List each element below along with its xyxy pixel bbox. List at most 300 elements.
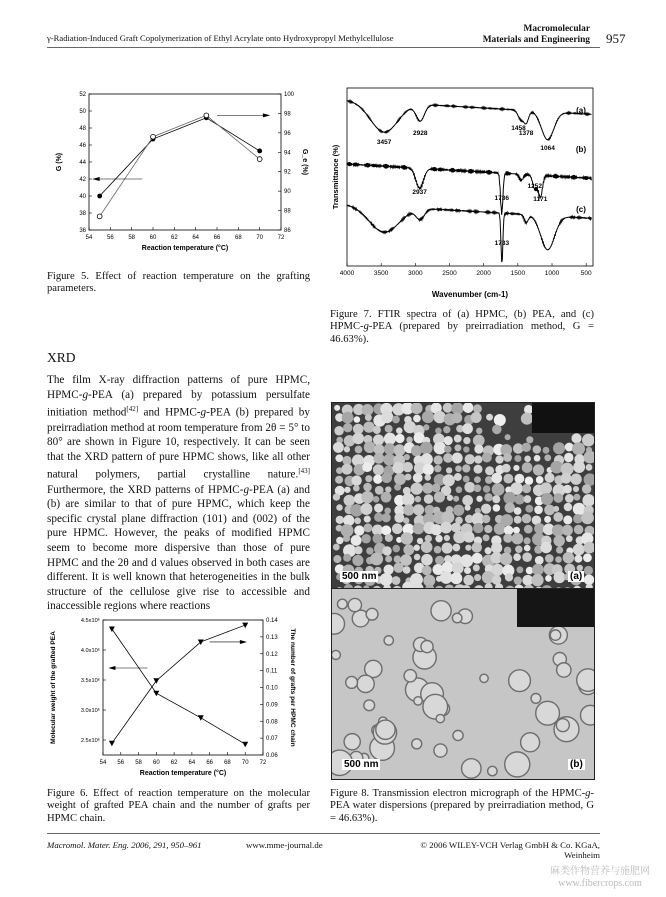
y-axis-label: Transmittance (%) <box>331 144 340 210</box>
tem-particle <box>344 734 360 750</box>
tem-particle <box>452 412 463 423</box>
tem-particle <box>488 766 497 775</box>
tem-particle <box>503 492 515 504</box>
tem-particle <box>503 453 512 462</box>
tem-particle <box>550 630 560 640</box>
tem-particle <box>440 522 452 534</box>
tem-particle <box>505 502 515 512</box>
y2-tick-label: 92 <box>284 169 291 176</box>
tem-particle <box>425 535 432 542</box>
tem-particle <box>353 485 360 492</box>
tem-particle <box>584 566 593 575</box>
tem-particle <box>364 523 373 532</box>
tem-particle <box>436 714 444 722</box>
tem-particle <box>421 541 433 553</box>
figure-8-caption: Figure 8. Transmission electron micrograph of the HPMC-g-PEA water dispersions (prepared by preirradiation method, G = 46.63%). <box>330 788 594 824</box>
tem-particle <box>380 573 393 586</box>
plot-frame <box>103 620 263 755</box>
tem-particle <box>584 574 594 585</box>
x-tick-label: 70 <box>256 235 264 241</box>
tem-particle <box>395 434 404 443</box>
tem-particle <box>522 552 532 562</box>
data-point-2 <box>242 623 248 629</box>
tem-particle <box>494 523 506 535</box>
tem-particle <box>336 516 344 524</box>
y-tick-label: 4.5x10⁶ <box>80 618 100 624</box>
x-axis-label: Reaction temperature (°C) <box>141 245 229 252</box>
tem-particle <box>492 495 500 503</box>
tem-particle <box>544 516 551 523</box>
spectrum-1 <box>347 101 591 141</box>
x-tick-label: 66 <box>206 760 214 766</box>
tem-particle <box>432 484 441 493</box>
tem-particle <box>491 542 502 553</box>
tem-particle <box>543 447 550 454</box>
footer-copyright: © 2006 WILEY-VCH Verlag GmbH & Co. KGaA, Weinheim <box>420 840 600 860</box>
tem-particle <box>381 525 391 535</box>
tem-particle <box>421 640 433 652</box>
tem-particle <box>573 461 585 473</box>
y2-tick-label: 98 <box>284 111 291 118</box>
tem-particle <box>434 455 443 464</box>
tem-particle <box>361 503 373 515</box>
tem-particle <box>514 455 521 462</box>
figure-6-chart <box>47 608 312 780</box>
tem-particle <box>344 446 350 452</box>
tem-particle <box>524 456 531 463</box>
scale-bar-b: 500 nm <box>344 759 379 770</box>
tem-particle <box>376 720 395 739</box>
footer-rule <box>47 833 600 834</box>
x-axis-label: Wavenumber (cm-1) <box>431 290 509 299</box>
spectrum-3 <box>347 205 591 262</box>
spectrum-2 <box>347 162 591 215</box>
series-line-1 <box>112 629 245 744</box>
tem-particle <box>404 670 416 682</box>
data-point-2 <box>257 157 262 162</box>
tem-particle <box>413 415 421 423</box>
tem-particle <box>334 426 343 435</box>
peak-label: 1733 <box>494 240 510 247</box>
tem-particle <box>433 411 445 423</box>
tem-particle <box>577 669 594 691</box>
tem-particle <box>476 496 482 502</box>
tem-particle <box>425 474 431 480</box>
tem-particle <box>564 503 572 511</box>
tem-particle <box>491 473 502 484</box>
x-tick-label: 56 <box>106 235 114 241</box>
tem-particle <box>401 532 413 544</box>
tem-particle <box>364 516 371 523</box>
tem-particle <box>422 411 434 423</box>
y2-tick-label: 88 <box>284 208 291 215</box>
data-point-2 <box>97 214 102 219</box>
plot-frame <box>89 94 281 230</box>
tem-particle <box>434 492 445 503</box>
tem-particle <box>534 455 541 462</box>
tem-particle <box>343 423 352 432</box>
tem-particle <box>354 517 361 524</box>
y2-axis-label: G_e (%) <box>301 148 308 176</box>
tem-particle <box>485 547 492 554</box>
tem-particle <box>450 572 462 584</box>
tem-particle <box>382 513 391 522</box>
tem-particle <box>435 556 444 565</box>
tem-particle <box>381 492 392 503</box>
tem-particle <box>394 473 406 485</box>
tem-particles-a <box>332 403 594 588</box>
x-tick-label: 2500 <box>442 270 457 277</box>
tem-particle <box>573 544 585 556</box>
tem-particle <box>456 486 463 493</box>
x-tick-label: 72 <box>259 760 267 766</box>
tem-particle <box>544 505 555 516</box>
tem-particle <box>381 411 393 423</box>
tem-particle <box>553 442 565 454</box>
tem-particle <box>522 462 533 473</box>
tem-particle <box>524 495 532 503</box>
tem-particle <box>463 437 470 444</box>
section-body: The film X-ray diffraction patterns of pure HPMC, HPMC-g-PEA (a) prepared by potassium persulfate initiation method[42] and HPMC-g-PEA (b) prepared by preirradiation method at room temperature from 2θ = 5° to 80° are shown in Figure 10, respectively. It can be seen that the XRD pattern of pure HPMC shows, like all other natural polymers, partial crystalline nature.[43] Furthermore, the XRD patterns of HPMC-g-PEA (a) and (b) are similar to that of pure HPMC, which keep the specific crystal plane diffraction (101) and (002) of the pure HPMC. However, the peaks of modified HPMC seem to become more dispersive than those of pure HPMC and the 2θ and d values observed in both cases are different. It is well known that heterogeneities in the bulk structure of the cellulose give rise to accessible and inaccessible regions where reactions <box>47 374 310 613</box>
x-tick-label: 64 <box>188 760 196 766</box>
y-tick-label: 4.0x10⁶ <box>80 648 100 654</box>
tem-particle <box>516 566 523 573</box>
tem-particle <box>393 563 403 573</box>
tem-particle <box>514 507 522 515</box>
tem-particle <box>333 493 340 500</box>
tem-particle <box>503 534 512 543</box>
y-tick-label: 46 <box>79 143 86 149</box>
series-label-a: (a) <box>576 106 586 115</box>
y2-tick-label: 0.14 <box>266 618 278 624</box>
journal-line2: Materials and Engineering <box>482 34 590 45</box>
tem-particle <box>463 575 474 586</box>
tem-particle <box>384 433 396 445</box>
ref-43: [43] <box>298 467 310 476</box>
tem-particle <box>541 493 553 505</box>
tem-particle <box>535 556 544 565</box>
tem-particle <box>354 525 364 535</box>
tem-particle <box>573 486 579 492</box>
x-tick-label: 3000 <box>408 270 423 277</box>
tem-particle <box>536 701 560 725</box>
tem-particle <box>482 452 492 462</box>
series-line-2 <box>112 625 245 743</box>
tem-particle <box>566 535 573 542</box>
tem-particle <box>443 403 453 413</box>
tem-particle <box>484 525 492 533</box>
x-tick-label: 70 <box>241 760 249 766</box>
tem-particle <box>455 465 462 472</box>
tem-particle <box>509 670 531 692</box>
x-tick-label: 2000 <box>476 270 491 277</box>
x-tick-label: 60 <box>149 235 157 241</box>
tem-particle <box>403 544 414 555</box>
tem-particle <box>414 697 422 705</box>
tem-particle <box>544 454 551 461</box>
tem-particle <box>465 545 471 551</box>
tem-particle <box>532 564 544 576</box>
tem-particle <box>474 484 482 492</box>
data-point-1 <box>109 627 115 633</box>
tem-particle <box>481 504 491 514</box>
tem-particle <box>366 608 378 620</box>
tem-particle <box>373 464 384 475</box>
tem-particle <box>443 426 450 433</box>
tem-particle <box>571 433 581 443</box>
tem-particle <box>343 554 351 562</box>
footer-url[interactable]: www.mme-journal.de <box>246 840 323 850</box>
tem-particle <box>444 436 453 445</box>
tem-particle <box>361 534 370 543</box>
tem-particle <box>333 544 340 551</box>
y-tick-label: 42 <box>79 177 86 183</box>
tem-particle <box>414 554 421 561</box>
tem-particle <box>413 523 425 535</box>
tem-particle <box>354 546 362 554</box>
x-tick-label: 1500 <box>510 270 526 277</box>
tem-particle <box>505 573 513 581</box>
tem-particle <box>431 524 442 535</box>
tem-particle <box>417 538 423 544</box>
tem-particle <box>406 437 413 444</box>
tem-particle <box>514 474 524 484</box>
data-point-1 <box>242 742 248 748</box>
x-tick-label: 64 <box>192 235 200 241</box>
tem-particle <box>570 474 581 485</box>
tem-particle <box>540 482 552 494</box>
tem-particle <box>556 546 563 553</box>
tem-particle <box>423 424 429 430</box>
tem-particle <box>473 564 480 571</box>
tem-particle <box>403 504 414 515</box>
data-point-1 <box>97 194 102 199</box>
panel-label-a: (a) <box>570 571 583 582</box>
tem-particle <box>561 473 572 484</box>
tem-particle <box>492 425 502 435</box>
y-tick-label: 2.5x10⁶ <box>80 738 100 744</box>
tem-particle <box>422 565 432 575</box>
tem-particle <box>572 442 585 455</box>
tem-particle <box>524 537 531 544</box>
y2-tick-label: 96 <box>284 130 291 137</box>
tem-particle <box>444 535 450 541</box>
tem-particle <box>453 496 459 502</box>
axis-pointer-left-head <box>108 666 115 670</box>
axis-pointer-right-head <box>240 640 247 644</box>
tem-particle <box>494 414 506 426</box>
tem-particle <box>413 504 424 515</box>
peak-label: 1064 <box>540 145 555 152</box>
tem-particle <box>348 598 361 611</box>
tem-particle <box>415 496 421 502</box>
tem-particle <box>464 567 471 574</box>
figure-7-caption: Figure 7. FTIR spectra of (a) HPMC, (b) PEA, and (c) HPMC-g-PEA (prepared by preirradiation method, G = 46.63%). <box>330 309 594 345</box>
ref-42: [42] <box>126 405 139 414</box>
series-line-1 <box>100 118 260 196</box>
peak-label: 3457 <box>376 139 392 146</box>
tem-particle <box>465 505 471 511</box>
tem-particle <box>553 506 559 512</box>
tem-particle <box>514 494 524 504</box>
tem-particle <box>462 423 473 434</box>
axis-pointer-left-head <box>92 177 99 181</box>
tem-particle <box>454 435 462 443</box>
tem-particle <box>435 535 442 542</box>
x-tick-label: 62 <box>170 760 178 766</box>
tem-particle <box>513 553 521 561</box>
tem-particle <box>366 547 373 554</box>
tem-particle <box>453 505 464 516</box>
y2-tick-label: 0.13 <box>266 634 278 641</box>
tem-particle <box>403 462 413 472</box>
x-tick-label: 58 <box>135 760 142 766</box>
section-heading: XRD <box>47 350 76 365</box>
y2-tick-label: 0.09 <box>266 702 278 709</box>
tem-particle <box>333 442 344 453</box>
x-tick-label: 72 <box>277 235 285 241</box>
tem-particle <box>394 513 404 523</box>
tem-particle <box>357 675 374 692</box>
tem-particle <box>540 542 552 554</box>
tem-particle <box>431 601 451 621</box>
axis-pointer-right-head <box>263 113 270 117</box>
tem-particle <box>365 475 372 482</box>
tem-particle <box>555 556 562 563</box>
tem-particle <box>373 475 382 484</box>
y2-tick-label: 0.10 <box>266 685 278 692</box>
tem-particle <box>565 494 574 503</box>
peak-label: 2928 <box>413 130 428 137</box>
tem-particle <box>446 467 452 473</box>
y-tick-label: 36 <box>79 228 86 234</box>
x-tick-label: 500 <box>580 270 592 277</box>
tem-particle <box>392 416 400 424</box>
tem-particle <box>573 514 582 523</box>
tem-particle <box>394 444 406 456</box>
tem-particle <box>562 525 573 536</box>
y2-tick-label: 0.12 <box>266 651 278 658</box>
tem-particle <box>464 482 475 493</box>
tem-particle <box>373 426 381 434</box>
tem-micrograph-a <box>331 402 595 589</box>
tem-particle <box>583 553 592 562</box>
tem-particle <box>332 650 340 659</box>
tem-particle <box>385 534 393 542</box>
tem-particle <box>553 493 563 503</box>
tem-particle <box>533 445 541 453</box>
tem-particle <box>531 694 541 704</box>
tem-particle <box>373 496 380 503</box>
tem-particle <box>392 462 404 474</box>
y2-tick-label: 90 <box>284 189 291 196</box>
tem-particle <box>385 486 391 492</box>
tem-particle <box>336 504 342 510</box>
tem-particle <box>434 442 447 455</box>
tem-particle <box>553 535 564 546</box>
tem-particle <box>564 453 573 462</box>
tem-particle <box>536 476 544 484</box>
x-tick-label: 3500 <box>373 270 389 277</box>
x-tick-label: 54 <box>99 760 107 766</box>
tem-particle <box>392 523 403 534</box>
tem-particle <box>545 473 555 483</box>
tem-particle <box>335 476 343 484</box>
x-tick-label: 66 <box>213 235 221 241</box>
tem-particle <box>492 483 505 496</box>
footer-citation: Macromol. Mater. Eng. 2006, 291, 950–961 <box>47 840 202 850</box>
y-tick-label: 48 <box>79 126 86 132</box>
y-tick-label: 38 <box>79 211 86 217</box>
tem-particle <box>505 752 530 777</box>
tem-particle <box>463 446 469 452</box>
panel-label-b: (b) <box>570 759 583 770</box>
x-axis-label: Reaction temperature (°C) <box>139 770 227 777</box>
tem-particle <box>443 474 455 486</box>
x-tick-label: 68 <box>224 760 231 766</box>
tem-particle <box>574 555 582 563</box>
tem-particle <box>396 427 403 434</box>
tem-particle <box>503 474 513 484</box>
tem-particle <box>563 552 575 564</box>
tem-particle <box>483 534 490 541</box>
data-point-2 <box>151 134 156 139</box>
tem-particle <box>545 554 554 563</box>
tem-particle <box>524 525 533 534</box>
y2-tick-label: 0.08 <box>266 719 278 726</box>
tem-particle <box>382 546 391 555</box>
tem-particle <box>392 545 400 553</box>
tem-particle <box>434 465 441 472</box>
data-point-1 <box>153 691 159 697</box>
tem-particle <box>452 453 463 464</box>
tem-particle <box>472 542 482 552</box>
tem-particle <box>343 535 350 542</box>
tem-particle <box>514 576 522 584</box>
figure-7-ftir-chart <box>327 82 599 304</box>
tem-particles-b <box>332 589 594 779</box>
y-tick-label: 52 <box>79 92 86 98</box>
tem-particle <box>462 495 473 506</box>
tem-particle <box>337 599 347 609</box>
tem-particle <box>381 472 392 483</box>
tem-particle <box>471 412 482 423</box>
tem-particle <box>373 453 384 464</box>
tem-particle <box>434 744 447 757</box>
tem-particle <box>434 546 442 554</box>
tem-particle <box>403 517 409 523</box>
tem-particle <box>346 676 358 688</box>
tem-particle <box>454 473 462 481</box>
tem-particle <box>521 413 533 425</box>
y2-tick-label: 100 <box>284 92 295 98</box>
tem-particle <box>482 515 490 523</box>
tem-particle <box>500 553 513 566</box>
figure-5-chart <box>47 82 312 267</box>
tem-particle <box>525 476 534 485</box>
tem-particle <box>344 487 350 493</box>
tem-particle <box>352 433 364 445</box>
tem-particle <box>473 404 482 413</box>
tem-particle <box>545 575 552 582</box>
tem-particle <box>352 555 363 566</box>
peak-label: 1736 <box>494 195 509 202</box>
tem-particle <box>335 454 343 462</box>
tem-particle <box>453 544 461 552</box>
y-axis-label: Molecular weight of the grafted PEA <box>50 631 57 744</box>
tem-particle <box>493 504 500 511</box>
tem-particle <box>526 436 533 443</box>
